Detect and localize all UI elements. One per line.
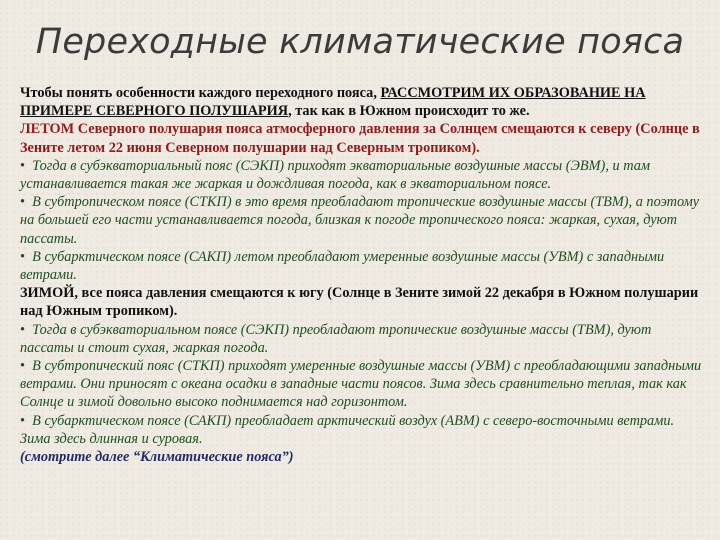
winter-bullet-1-text: Тогда в субэкваториальном поясе (СЭКП) преобладают тропические воздушные массы (ТВМ), дуют пассаты и стоит сухая, жаркая погода. bbox=[20, 321, 652, 356]
summer-bullet-1-text: Тогда в субэкваториальный пояс (СЭКП) приходят экваториальные воздушные массы (ЭВМ), и там устанавливается такая же жаркая и дождливая погода, как в экваториальном поясе. bbox=[20, 157, 650, 193]
winter-heading: ЗИМОЙ, все пояса давления смещаются к югу (Солнце в Зените зимой 22 декабря в Южном полушарии над Южным тропиком). bbox=[20, 285, 699, 320]
bullet-marker: • bbox=[20, 321, 26, 338]
bullet-marker: • bbox=[20, 194, 26, 211]
summer-bullet-3 bbox=[20, 248, 704, 284]
winter-bullet-3 bbox=[20, 412, 704, 448]
summer-bullet-2-text: В субтропическом поясе (СТКП) в это время преобладают тропические воздушные массы (ТВМ), а поэтому на большей его части устанавливается погода, близкая к погоде тропического пояса: жаркая, сухая, дуют пассаты. bbox=[20, 194, 700, 247]
winter-bullet-2 bbox=[20, 357, 704, 412]
summer-bullet-2 bbox=[20, 193, 704, 248]
intro-paragraph bbox=[20, 84, 704, 120]
summer-bullet-3-text: В субарктическом поясе (САКП) летом преобладают умеренные воздушные массы (УВМ) с западными ветрами. bbox=[20, 248, 665, 284]
footer-note: (смотрите далее “Климатические пояса”) bbox=[20, 449, 294, 466]
winter-bullet-3-text: В субарктическом поясе (САКП) преобладает арктический воздух (АВМ) с северо-восточными ветрами. Зима здесь длинная и суровая. bbox=[20, 412, 675, 447]
intro-text-a: Чтобы понять особенности каждого переходного пояса, bbox=[20, 85, 381, 101]
bullet-marker: • bbox=[20, 412, 26, 429]
bullet-marker: • bbox=[20, 157, 26, 174]
bullet-marker: • bbox=[20, 248, 26, 265]
slide-body bbox=[20, 84, 704, 466]
winter-bullet-1 bbox=[20, 321, 704, 357]
intro-text-b: , так как в Южном происходит то же. bbox=[288, 103, 530, 120]
slide-title: Переходные климатические пояса bbox=[35, 22, 685, 62]
summer-bullet-1 bbox=[20, 157, 704, 193]
intro-emphasis: РАССМОТРИМ ИХ ОБРАЗОВАНИЕ НА ПРИМЕРЕ СЕВЕРНОГО ПОЛУШАРИЯ bbox=[20, 85, 646, 120]
summer-heading: ЛЕТОМ Северного полушария пояса атмосферного давления за Солнцем смещаются к северу (Солнце в Зените летом 22 июня Северном полушарии над Северным тропиком). bbox=[20, 121, 700, 156]
winter-bullet-2-text: В субтропический пояс (СТКП) приходят умеренные воздушные массы (УВМ) с преобладающими западными ветрами. Они приносят с океана осадки в западные части поясов. Зима здесь сравнительно теплая, так как Солнце и зимой довольно высоко поднимается над горизонтом. bbox=[20, 358, 702, 411]
bullet-marker: • bbox=[20, 358, 26, 375]
